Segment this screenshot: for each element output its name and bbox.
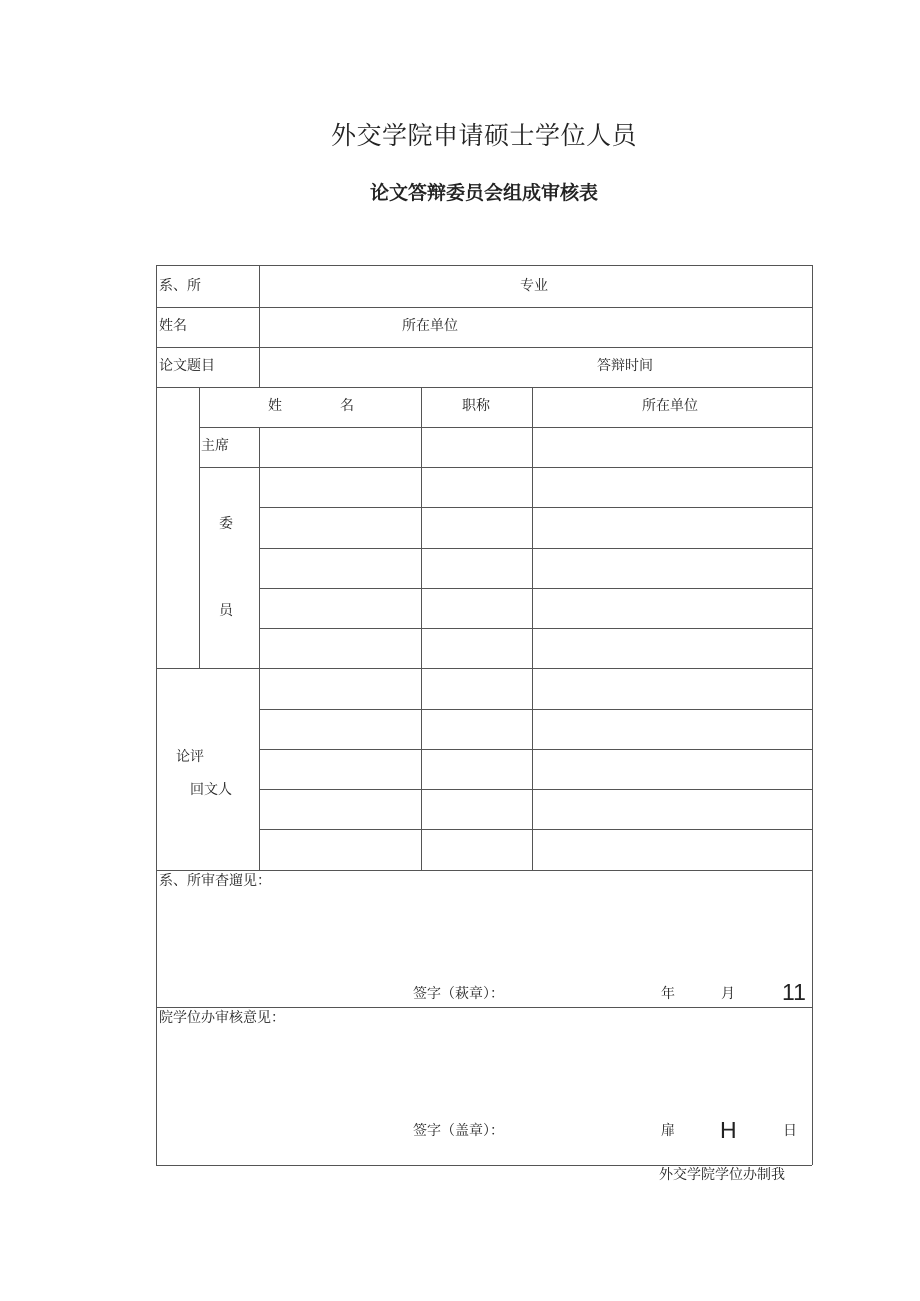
- grid-line: [199, 427, 812, 428]
- dept-review-day-mark: 11: [782, 979, 806, 1005]
- grid-line: [156, 668, 812, 669]
- chair-label: 主席: [201, 438, 229, 454]
- office-review-day: 日: [783, 1123, 797, 1139]
- grid-line: [199, 387, 200, 668]
- office-review-month-mark: H: [720, 1117, 737, 1143]
- member-label-2: 员: [219, 603, 233, 619]
- dept-review-year: 年: [661, 986, 675, 1002]
- grid-line: [259, 789, 812, 790]
- grid-line: [259, 265, 260, 387]
- grid-line: [259, 548, 812, 549]
- col-header-unit: 所在单位: [642, 398, 698, 414]
- grid-line: [199, 467, 812, 468]
- grid-line: [259, 709, 812, 710]
- grid-line: [259, 588, 812, 589]
- grid-line: [421, 387, 422, 870]
- issuer-footer: 外交学院学位办制我: [659, 1167, 785, 1183]
- thesis-title-label: 论文题目: [159, 358, 215, 374]
- col-header-given-name: 名: [340, 398, 354, 414]
- unit-label: 所在单位: [402, 318, 458, 334]
- dept-review-month: 月: [721, 986, 735, 1002]
- grid-line: [156, 870, 812, 871]
- grid-line: [156, 1165, 812, 1166]
- grid-line: [156, 347, 812, 348]
- name-label: 姓名: [159, 318, 187, 334]
- grid-line: [156, 387, 812, 388]
- grid-line: [259, 628, 812, 629]
- col-header-title: 职称: [462, 398, 490, 414]
- grid-line: [259, 507, 812, 508]
- grid-line: [259, 427, 260, 870]
- grid-line: [259, 749, 812, 750]
- grid-line: [259, 829, 812, 830]
- dept-review-label: 系、所审杳遛见：: [159, 873, 271, 889]
- reviewer-label-1: 论评: [176, 749, 204, 765]
- grid-line: [532, 387, 533, 870]
- grid-line: [156, 265, 157, 1165]
- defense-time-label: 答辩时间: [597, 358, 653, 374]
- grid-line: [156, 307, 812, 308]
- dept-review-signature: 签字（萩章）：: [413, 986, 504, 1002]
- member-label-1: 委: [219, 516, 233, 532]
- office-review-label: 院学位办审核意见：: [159, 1010, 285, 1026]
- office-review-signature: 签字（盖章）：: [413, 1123, 504, 1139]
- reviewer-label-2: 回文人: [190, 782, 232, 798]
- major-label: 专业: [520, 278, 548, 294]
- form-title-line2: 论文答辩委员会组成审核表: [369, 182, 598, 204]
- col-header-surname: 姓: [268, 398, 282, 414]
- form-title-line1: 外交学院申请硕士学位人员: [330, 121, 637, 150]
- dept-label: 系、所: [159, 278, 201, 294]
- grid-line: [156, 265, 812, 266]
- grid-line: [156, 1007, 812, 1008]
- grid-line: [812, 265, 813, 1165]
- office-review-year-mark: 扉: [661, 1123, 675, 1139]
